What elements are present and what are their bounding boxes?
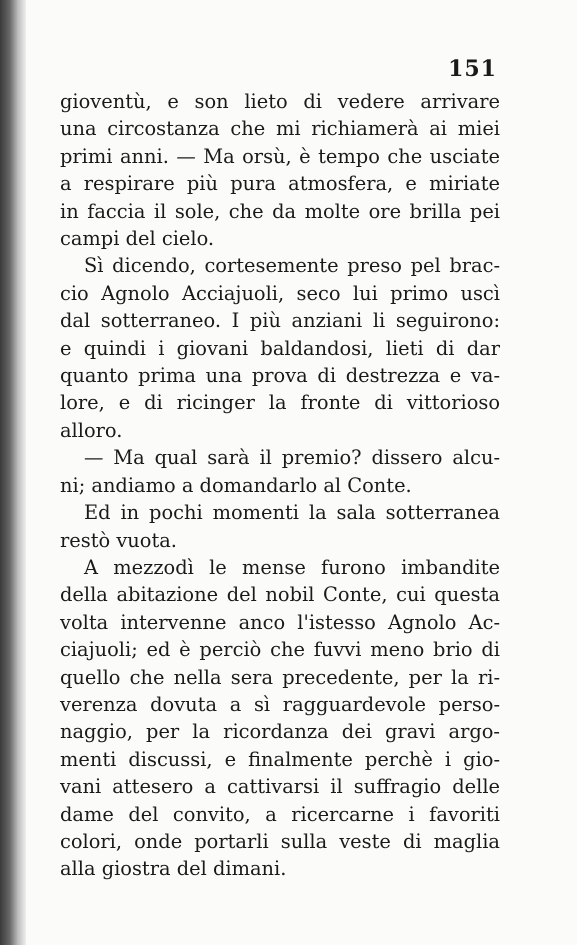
- text-line: cio Agnolo Acciajuoli, seco lui primo uscì: [60, 281, 500, 305]
- text-line: dal sotterraneo. I più anziani li seguirono:: [60, 309, 500, 333]
- text-line: Ed in pochi momenti la sala sotterranea: [84, 501, 500, 525]
- text-line: lore, e di ricinger la fronte di vittorioso: [60, 391, 500, 415]
- text-line: campi del cielo.: [60, 227, 215, 251]
- text-line: naggio, per la ricordanza dei gravi argo-: [60, 720, 500, 744]
- text-line: dame del convito, a ricercarne i favoriti: [60, 802, 500, 826]
- text-line: della abitazione del nobil Conte, cui questa: [60, 583, 500, 607]
- text-line: A mezzodì le mense furono imbandite: [84, 555, 500, 579]
- text-line: Sì dicendo, cortesemente preso pel brac-: [84, 254, 500, 278]
- text-line: verenza dovuta a sì ragguardevole perso-: [60, 692, 500, 716]
- text-line: alla giostra del dimani.: [60, 857, 287, 881]
- text-line: menti discussi, e finalmente perchè i gio-: [60, 747, 500, 771]
- text-line: — Ma qual sarà il premio? dissero alcu-: [84, 446, 500, 470]
- text-line: gioventù, e son lieto di vedere arrivare: [60, 90, 500, 113]
- text-line: a respirare più pura atmosfera, e miriate: [60, 172, 500, 196]
- text-line: e quindi i giovani baldandosi, lieti di dar: [60, 336, 500, 360]
- text-line: vani attesero a cattivarsi il suffragio delle: [60, 775, 500, 799]
- text-line: volta intervenne anco l'istesso Agnolo Ac-: [60, 610, 500, 634]
- text-line: primi anni. — Ma orsù, è tempo che usciate: [60, 144, 500, 168]
- text-line: in faccia il sole, che da molte ore brilla pei: [60, 199, 500, 223]
- text-line: ciajuoli; ed è perciò che fuvvi meno brio di: [60, 638, 500, 662]
- text-line: quanto prima una prova di destrezza e va-: [60, 364, 500, 388]
- page-number: 151: [448, 56, 497, 82]
- text-line: alloro.: [60, 418, 123, 442]
- page-body-text: [60, 88, 500, 883]
- text-line: quello che nella sera precedente, per la ri-: [60, 665, 500, 689]
- book-spine-shadow: [0, 0, 26, 945]
- text-line: restò vuota.: [60, 528, 177, 552]
- text-line: ni; andiamo a domandarlo al Conte.: [60, 473, 412, 497]
- text-line: colori, onde portarli sulla veste di maglia: [60, 829, 500, 853]
- text-line: una circostanza che mi richiamerà ai miei: [60, 117, 500, 141]
